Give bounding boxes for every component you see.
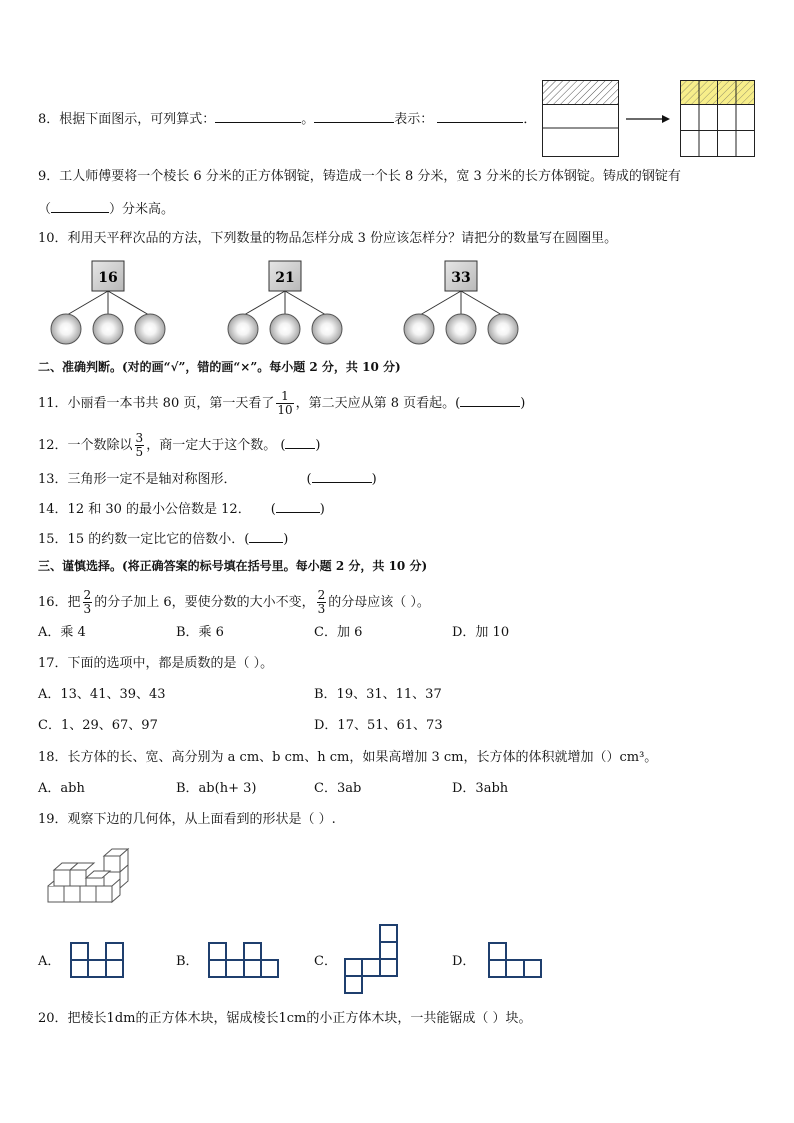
q10-answer-circle[interactable] [135,314,165,344]
q10-tree-21 [228,261,342,344]
q17-option-c[interactable]: C．1、29、67、97 [38,718,158,733]
q16-text-a: 16．把 [38,595,81,610]
q19-text: 19．观察下边的几何体，从上面看到的形状是（ ）. [38,812,336,827]
q10-box-16: 16 [98,270,118,286]
q14-paren-close: ) [319,502,325,517]
q15-text: 15．15 的约数一定比它的倍数小．( [38,532,250,547]
q10-tree-33 [404,261,518,344]
q16-option-c[interactable]: C．加 6 [314,625,363,640]
q17-option-d[interactable]: D．17、51、61、73 [314,718,443,733]
q8-period: ． [523,112,537,127]
q12-paren-close: ) [315,438,321,453]
q18-option-c[interactable]: C．3ab [314,781,362,796]
q15-line [38,530,288,548]
q10-balance-diagram [40,255,560,347]
q14-text: 14．12 和 30 的最小公倍数是 12． [38,502,251,517]
q8-separator: 。 [301,112,315,127]
q16-fraction-2: $\frac{2}{3}$ [317,588,326,616]
q9-paren-open: （ [38,202,52,217]
right-arrow-icon [626,113,670,125]
q13-text: 13．三角形一定不是轴对称图形． [38,472,237,487]
q19-option-b-label[interactable]: B． [176,954,199,969]
q14-paren-open: ( [270,502,276,517]
q17-option-b[interactable]: B．19、31、11、37 [314,687,442,702]
q9-line-1: 9．工人师傅要将一个棱长 6 分米的正方体钢锭，铸造成一个长 8 分米，宽 3 分米的长方体钢锭。铸成的钢锭有 [38,169,681,184]
section-3-heading: 三、谨慎选择。(将正确答案的标号填在括号里。每小题 2 分，共 10 分) [38,559,428,573]
q16-option-a[interactable]: A．乘 4 [38,625,86,640]
q17-option-a[interactable]: A．13、41、39、43 [38,687,166,702]
q8-hatched-bar-figure [542,80,620,158]
q11-answer-blank[interactable] [460,394,520,407]
q19-option-c-figure[interactable] [344,924,400,994]
q14-line [38,500,325,518]
q8-blank-3[interactable] [437,110,523,123]
q15-answer-blank[interactable] [249,530,283,543]
q10-answer-circle[interactable] [93,314,123,344]
q8-blank-2[interactable] [314,110,394,123]
q9-answer-blank[interactable] [51,200,109,213]
q16-option-d[interactable]: D．加 10 [452,625,510,640]
q20-text: 20．把棱长1dm的正方体木块，锯成棱长1cm的小正方体木块，一共能锯成（ ）块。 [38,1011,532,1026]
q11-text-a: 11．小丽看一本书共 80 页，第一天看了 [38,396,275,411]
q18-option-d[interactable]: D．3abh [452,781,509,796]
q11-text-b: ，第二天应从第 8 页看起。( [295,396,461,411]
q18-option-a[interactable]: A．abh [38,781,85,796]
q16-text-b: 的分子加上 6，要使分数的大小不变， [94,595,315,610]
q12-answer-blank[interactable] [285,436,315,449]
q13-paren-open: ( [306,472,312,487]
q19-option-d-label[interactable]: D． [452,954,476,969]
q8-line [38,110,536,128]
q10-box-21: 21 [275,270,295,286]
q16-fraction-1: $\frac{2}{3}$ [83,588,92,616]
q19-option-c-label[interactable]: C． [314,954,337,969]
q19-solid-figure [44,846,136,912]
q8-prompt: 8．根据下面图示，可列算式： [38,112,216,127]
q10-answer-circle[interactable] [404,314,434,344]
q18-option-b[interactable]: B．ab(h+ 3) [176,781,257,796]
q10-text: 10．利用天平秤次品的方法，下列数量的物品怎样分成 3 份应该怎样分？请把分的数量写在圆圈里。 [38,231,618,246]
q10-answer-circle[interactable] [312,314,342,344]
q10-answer-circle[interactable] [51,314,81,344]
q10-answer-circle[interactable] [488,314,518,344]
q16-line [38,589,430,616]
q12-line [38,432,320,459]
q19-option-a-figure[interactable] [70,942,126,978]
q17-text: 17．下面的选项中，都是质数的是（ ）。 [38,656,274,671]
q12-fraction: $\frac{3}{5}$ [135,431,144,459]
q19-option-a-label[interactable]: A． [38,954,61,969]
q11-paren-close: ) [520,396,526,411]
q12-text-a: 12．一个数除以 [38,438,133,453]
q15-paren-close: ) [283,532,289,547]
q10-answer-circle[interactable] [446,314,476,344]
q14-answer-blank[interactable] [276,500,320,513]
q10-answer-circle[interactable] [228,314,258,344]
q16-option-b[interactable]: B．乘 6 [176,625,224,640]
q16-text-c: 的分母应该（ ）。 [328,595,430,610]
q9-suffix: ）分米高。 [109,202,175,217]
q13-line [38,470,377,488]
section-2-heading: 二、准确判断。(对的画“√”，错的画“×”。每小题 2 分，共 10 分) [38,360,401,374]
q11-line [38,390,525,417]
q10-box-33: 33 [451,270,471,286]
q13-paren-close: ) [371,472,377,487]
q19-option-d-figure[interactable] [488,942,544,978]
q10-tree-16 [51,261,165,344]
q12-text-b: ，商一定大于这个数。 ( [146,438,286,453]
q8-blank-1[interactable] [215,110,301,123]
q13-answer-blank[interactable] [312,470,372,483]
q19-option-b-figure[interactable] [208,942,282,978]
q18-text: 18．长方体的长、宽、高分别为 a cm、b cm、h cm，如果高增加 3 cm，长方体的体积就增加（）cm³。 [38,750,658,765]
q9-line-2 [38,200,174,218]
q10-answer-circle[interactable] [270,314,300,344]
q11-fraction: $\frac{1}{10}$ [277,389,293,417]
q8-grid-figure [680,80,756,158]
q8-meaning-label: 表示： [394,112,434,127]
